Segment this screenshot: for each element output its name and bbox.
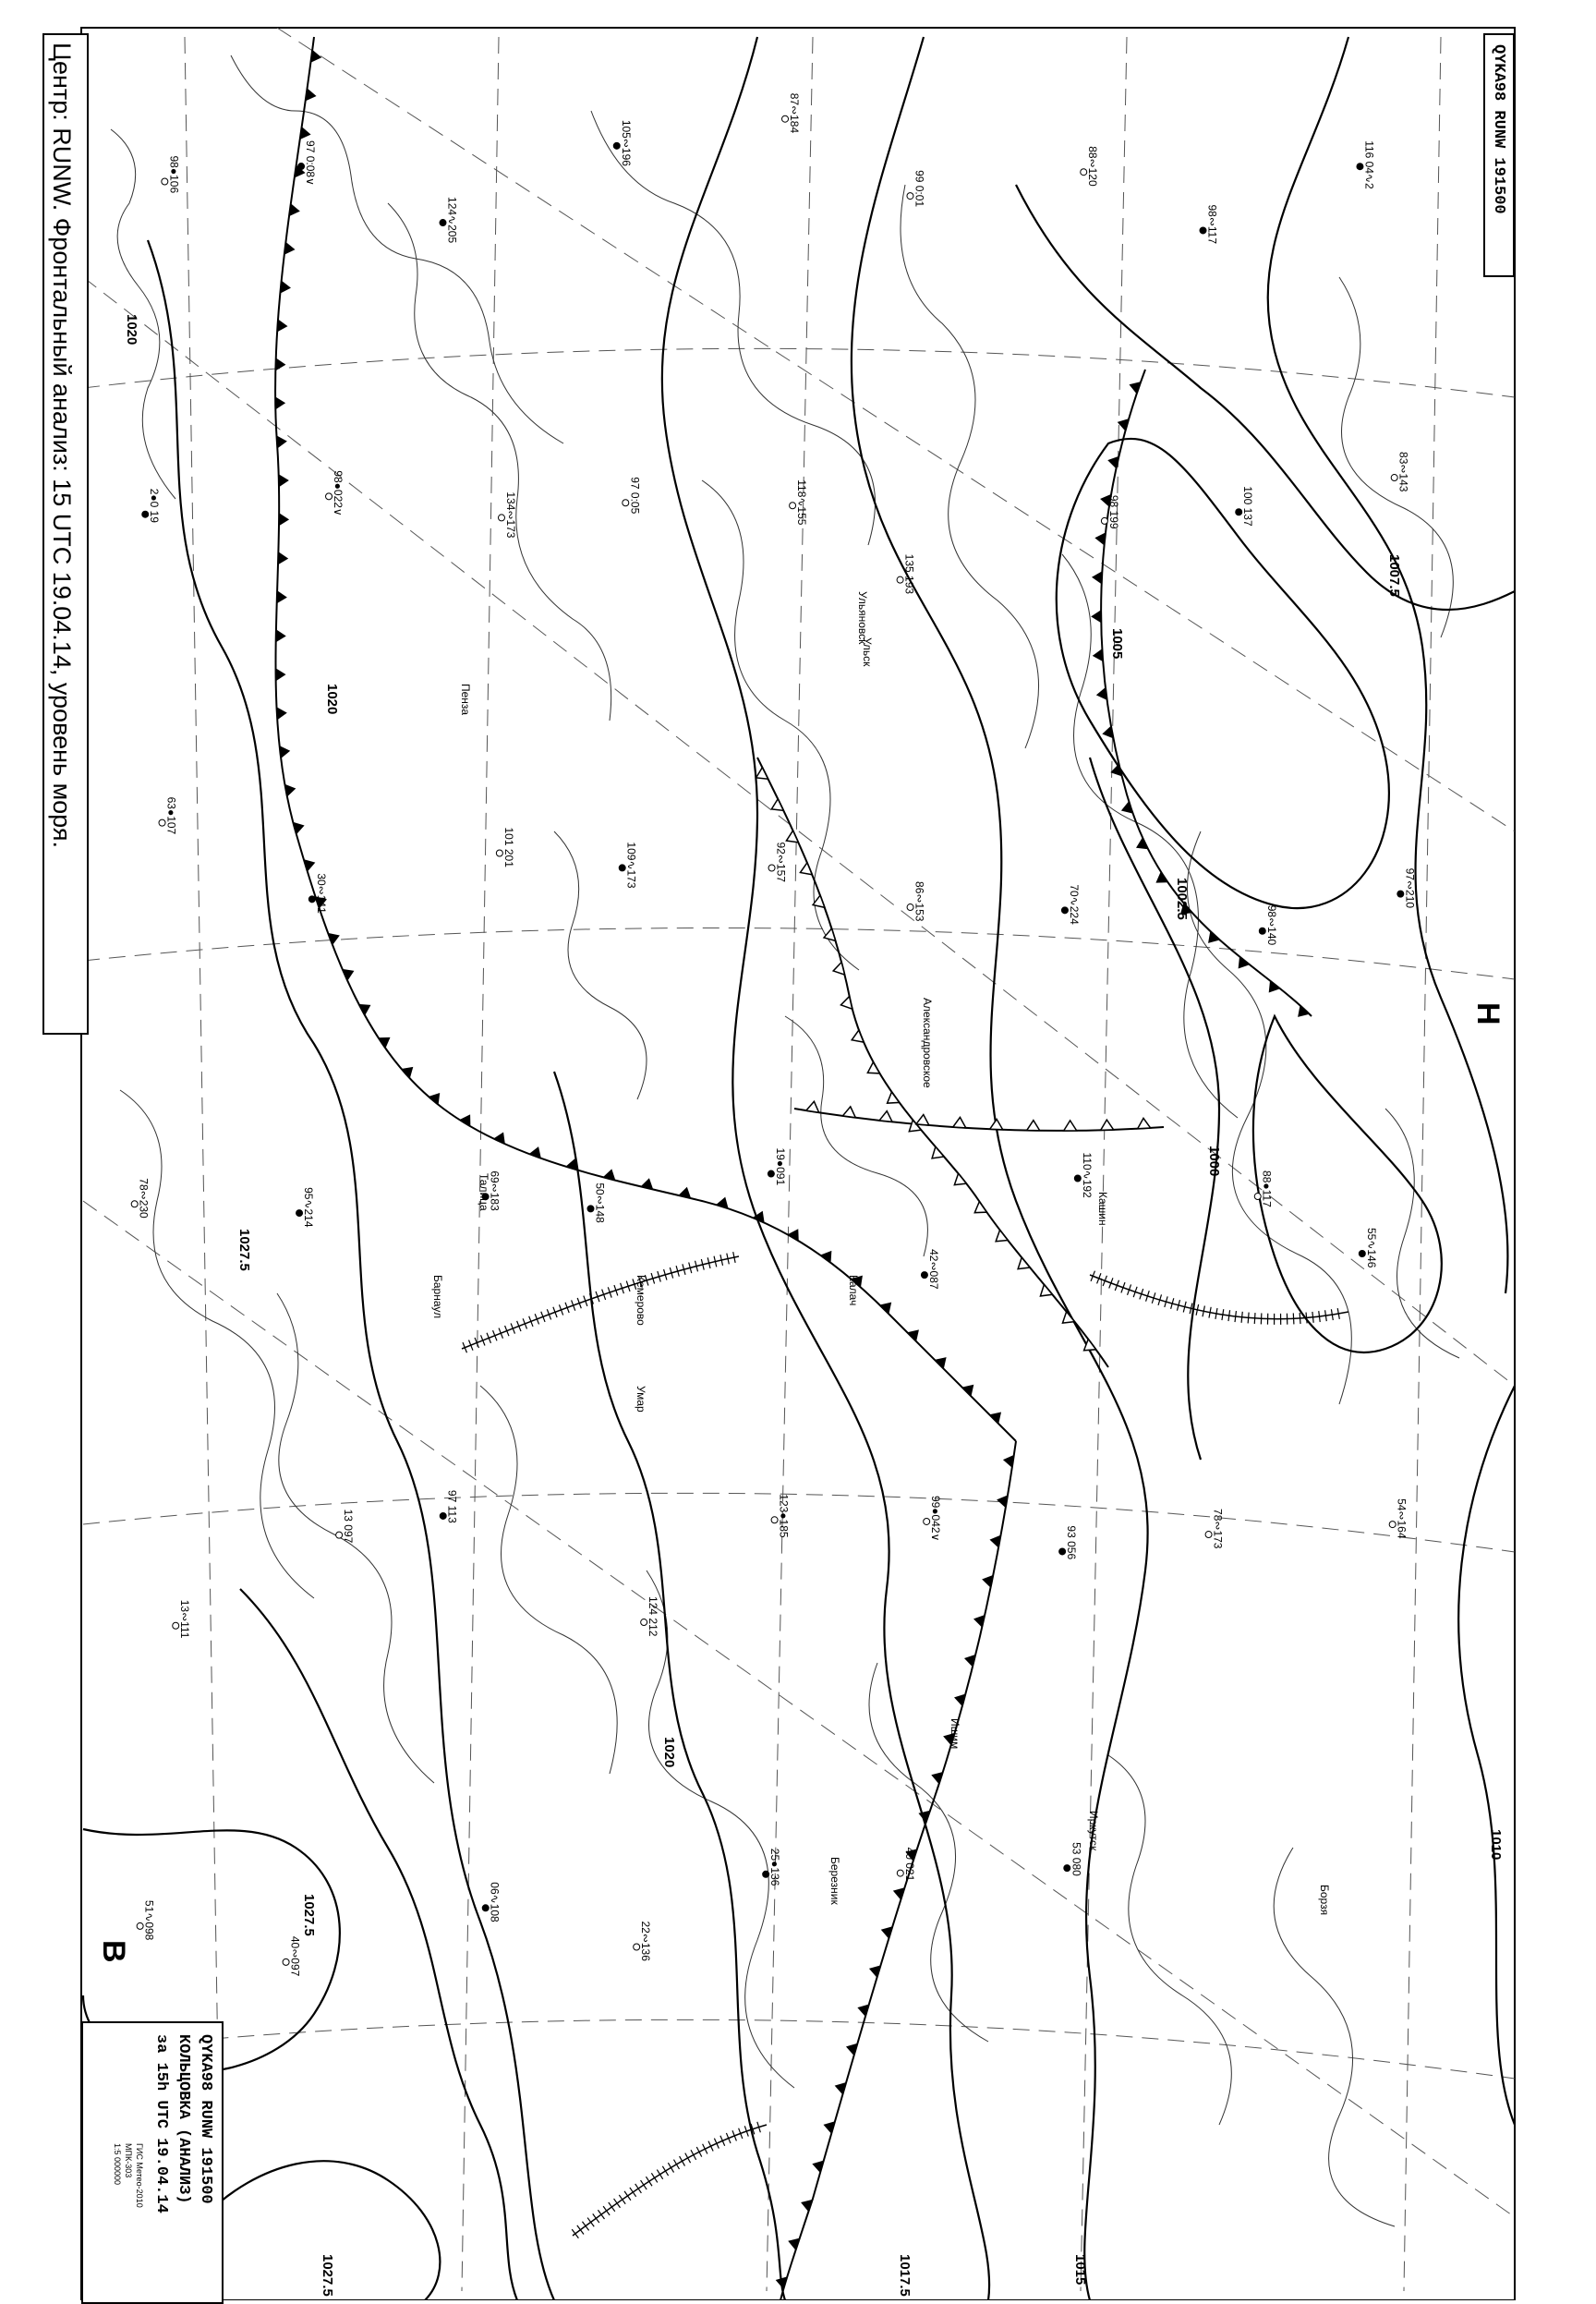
- station-observation: 88∾120: [1086, 146, 1099, 187]
- station-marker: [771, 1517, 778, 1523]
- station-marker: [142, 511, 149, 517]
- station-observation: 13 097: [342, 1510, 355, 1544]
- isobar-label: 1027.5: [301, 1894, 317, 1936]
- isobar-label: 1007.5: [1386, 554, 1402, 597]
- station-marker: [440, 220, 446, 226]
- info-line-3: за 15h UTC 19.04.14: [152, 2034, 170, 2213]
- station-observation: 101 201: [502, 827, 515, 867]
- station-marker: [613, 142, 620, 149]
- station-marker: [1074, 1175, 1081, 1182]
- station-marker: [137, 1922, 143, 1929]
- station-observation: 88●117: [1261, 1170, 1274, 1207]
- city-label: Иркутск: [1087, 1811, 1100, 1851]
- station-observation: 25●136: [768, 1849, 781, 1886]
- station-observation: 124 212: [647, 1596, 659, 1637]
- station-observation: 2●0 19: [148, 489, 161, 524]
- isobar-label: 1020: [324, 684, 340, 714]
- station-observation: 83∾143: [1397, 452, 1410, 492]
- station-marker: [790, 503, 796, 509]
- station-marker: [1061, 907, 1068, 914]
- station-observation: 70∿224: [1068, 884, 1081, 925]
- station-marker: [482, 1905, 489, 1911]
- station-observation: 50∾148: [593, 1182, 606, 1223]
- station-marker: [336, 1532, 343, 1538]
- station-observation: 86∾153: [913, 881, 926, 922]
- station-marker: [763, 1871, 769, 1877]
- city-label: Калач: [847, 1275, 860, 1305]
- station-observation: 134∾173: [504, 491, 517, 538]
- station-marker: [907, 193, 913, 200]
- station-observation: 99●042∨: [929, 1496, 942, 1541]
- station-observation: 97∾210: [1403, 868, 1416, 909]
- station-observation: 92∾157: [775, 843, 788, 883]
- station-marker: [1254, 1194, 1261, 1200]
- station-marker: [308, 896, 315, 903]
- station-marker: [619, 865, 625, 871]
- city-label: Александровское: [921, 998, 934, 1088]
- station-marker: [907, 904, 913, 911]
- station-observation: 97 0:08∨: [304, 140, 317, 186]
- station-observation: 97 0:05: [628, 477, 641, 514]
- station-observation: 13∾111: [178, 1600, 191, 1639]
- station-observation: 19●091: [774, 1148, 787, 1186]
- station-observation: 100 137: [1241, 486, 1254, 527]
- map-title: Центр: RUNW. Фронтальный анализ: 15 UTC 19.04.14, уровень моря.: [47, 42, 76, 848]
- station-observation: 105∾196: [620, 120, 633, 166]
- station-observation: 98●106: [167, 156, 180, 194]
- station-observation: 54∾164: [1396, 1498, 1409, 1539]
- info-credit-1: ГИС Метео-2010: [135, 2143, 144, 2208]
- isobar-label: 1020: [661, 1737, 677, 1767]
- info-credit-2: МПК-303: [124, 2143, 133, 2177]
- city-label: Ульяновск: [856, 591, 869, 645]
- station-marker: [768, 1170, 774, 1177]
- station-marker: [173, 1622, 179, 1629]
- station-observation: 135 193: [903, 554, 916, 595]
- station-marker: [641, 1619, 647, 1626]
- station-observation: 98∾117: [1206, 204, 1219, 244]
- station-marker: [1205, 1532, 1212, 1538]
- station-observation: 98∾140: [1265, 905, 1278, 946]
- city-label: Кашин: [1096, 1192, 1109, 1226]
- station-observation: 40 021: [903, 1848, 916, 1882]
- station-observation: 40∾097: [289, 1936, 302, 1977]
- station-marker: [496, 850, 502, 856]
- station-marker: [1236, 509, 1242, 515]
- isobar-label: 1020: [124, 314, 139, 345]
- station-observation: 116 04∿2: [1362, 140, 1375, 189]
- station-marker: [1359, 1250, 1365, 1256]
- isobar-label: 1010: [1488, 1829, 1504, 1860]
- station-marker: [498, 515, 504, 521]
- city-label: Ишим: [949, 1718, 961, 1749]
- city-label: Борзя: [1318, 1885, 1331, 1915]
- station-marker: [1259, 928, 1265, 934]
- station-marker: [326, 493, 332, 500]
- station-marker: [1059, 1548, 1066, 1555]
- trough-hatch: [1261, 1313, 1262, 1324]
- info-box: [81, 2021, 224, 2304]
- isobar-label: 1000: [1206, 1146, 1222, 1176]
- station-observation: 109∿173: [625, 842, 638, 888]
- station-marker: [1101, 517, 1107, 524]
- station-observation: 93 056: [1065, 1525, 1078, 1559]
- station-marker: [283, 1958, 289, 1965]
- header-code-box: [1483, 33, 1515, 277]
- station-marker: [587, 1206, 594, 1212]
- station-observation: 63●107: [165, 797, 178, 835]
- station-observation: 22∾136: [639, 1921, 652, 1961]
- station-observation: 78∾230: [138, 1178, 151, 1219]
- station-marker: [1081, 169, 1087, 176]
- station-marker: [782, 115, 789, 122]
- station-marker: [296, 1210, 303, 1217]
- station-marker: [897, 576, 903, 583]
- high-pressure-center: В: [96, 1940, 131, 1963]
- station-observation: 87∾184: [788, 93, 801, 134]
- station-marker: [162, 178, 168, 185]
- info-line-1: QYKA98 RUNW 191500: [197, 2034, 214, 2204]
- station-observation: 51∿098: [143, 1900, 156, 1941]
- info-scale: 1:5 000000: [113, 2143, 122, 2185]
- info-line-2: КОЛЬЦОВКА (АНАЛИЗ): [175, 2034, 192, 2204]
- station-marker: [1064, 1865, 1070, 1872]
- station-marker: [1389, 1522, 1396, 1528]
- city-label: Барнаул: [431, 1275, 444, 1318]
- station-marker: [924, 1518, 930, 1524]
- station-observation: 06∿108: [489, 1882, 502, 1922]
- station-observation: 78∾173: [1212, 1509, 1225, 1549]
- station-marker: [440, 1512, 446, 1519]
- city-label: Умар: [635, 1386, 647, 1413]
- trough-hatch: [1293, 1313, 1294, 1324]
- title-box: [42, 33, 89, 1035]
- isobar-label: 1002.5: [1174, 878, 1190, 920]
- city-label: Талица: [478, 1173, 490, 1211]
- station-observation: 98●022∨: [332, 470, 345, 515]
- station-marker: [768, 865, 775, 871]
- isobar-label: 1005: [1109, 628, 1125, 659]
- station-observation: 118∿155: [795, 479, 808, 526]
- station-marker: [897, 1870, 903, 1876]
- station-marker: [298, 164, 305, 170]
- station-marker: [634, 1944, 640, 1950]
- city-label: Ульск: [861, 637, 874, 667]
- station-observation: 110∿192: [1081, 1153, 1094, 1199]
- station-observation: 30∾141: [315, 873, 328, 914]
- isobar-label: 1017.5: [897, 2254, 913, 2297]
- isobar-label: 1027.5: [236, 1229, 252, 1271]
- station-observation: 95∿214: [302, 1187, 315, 1228]
- station-observation: 124∿205: [445, 197, 458, 243]
- station-observation: 42∾087: [927, 1249, 940, 1290]
- header-code: QYKA98 RUNW 191500: [1490, 44, 1507, 214]
- station-observation: 98 199: [1107, 495, 1120, 529]
- isobar-label: 1015: [1072, 2254, 1088, 2285]
- city-label: Пенза: [459, 684, 472, 715]
- trough-hatch: [1254, 1313, 1255, 1324]
- station-observation: 55∿146: [1365, 1228, 1378, 1268]
- station-observation: 123●185: [778, 1494, 791, 1538]
- station-observation: 97 113: [446, 1490, 459, 1523]
- station-marker: [1357, 164, 1363, 170]
- station-observation: 99 0:01: [913, 170, 925, 207]
- station-observation: 69∾183: [489, 1170, 502, 1211]
- city-label: Кемерово: [635, 1275, 647, 1326]
- station-marker: [1391, 475, 1397, 481]
- station-marker: [1397, 891, 1404, 897]
- station-marker: [1200, 227, 1206, 234]
- station-marker: [159, 819, 165, 826]
- station-marker: [131, 1201, 138, 1207]
- station-marker: [921, 1272, 927, 1279]
- station-observation: 53 080: [1070, 1842, 1082, 1876]
- city-label: Березник: [828, 1857, 841, 1905]
- isobar-label: 1027.5: [320, 2254, 335, 2297]
- low-pressure-center: Н: [1470, 1002, 1505, 1025]
- station-marker: [623, 500, 629, 506]
